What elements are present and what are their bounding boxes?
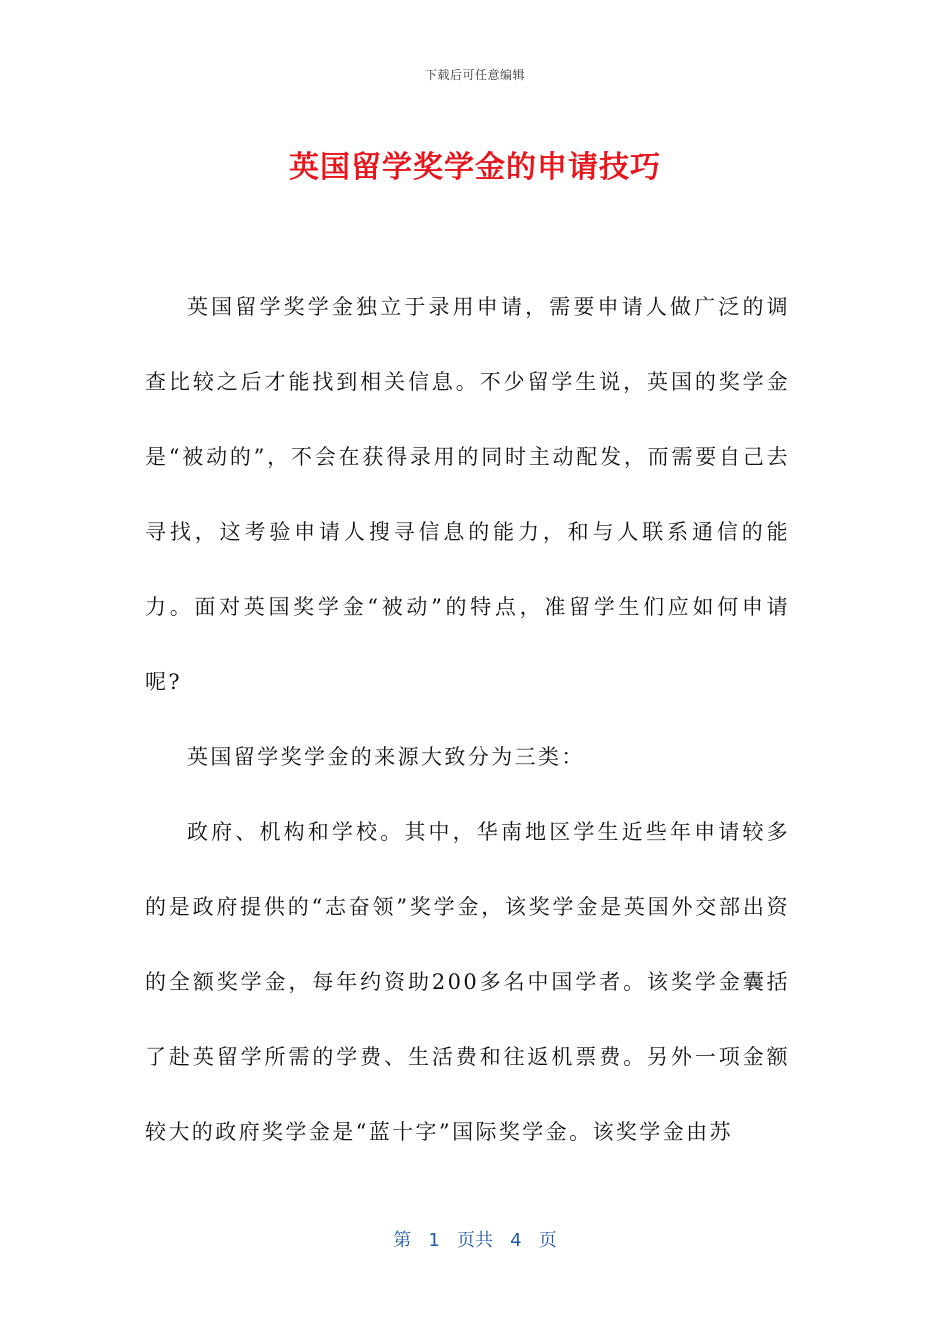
document-title: 英国留学奖学金的申请技巧 — [289, 150, 661, 185]
footer-middle: 页共 — [457, 1230, 493, 1251]
header-note: 下载后可任意编辑 — [424, 68, 525, 82]
paragraph-sources: 英国留学奖学金的来源大致分为三类： — [187, 745, 585, 769]
footer-current-page: 1 — [428, 1230, 440, 1251]
footer-prefix: 第 — [393, 1230, 412, 1251]
footer-suffix: 页 — [538, 1230, 557, 1251]
footer-total-pages: 4 — [510, 1230, 522, 1251]
paragraph-government: 政府、机构和学校。其中，华南地区学生近些年申请较多的是政府提供的“志奋领”奖学金，该奖学金是英国外交部出资的全额奖学金，每年约资助200多名中国学者。该奖学金囊括了赴英留学所需的学费、生活费和往返机票费。另外一项金额较大的政府奖学金是“蓝十字”国际奖学金。该奖学金由苏 — [145, 820, 790, 1144]
page-footer — [0, 1226, 950, 1252]
document-body — [145, 270, 790, 1170]
paragraph-intro: 英国留学奖学金独立于录用申请，需要申请人做广泛的调查比较之后才能找到相关信息。不少留学生说，英国的奖学金是“被动的”，不会在获得录用的同时主动配发，而需要自己去寻找，这考验申请人搜寻信息的能力，和与人联系通信的能力。面对英国奖学金“被动”的特点，准留学生们应如何申请呢? — [145, 295, 790, 694]
